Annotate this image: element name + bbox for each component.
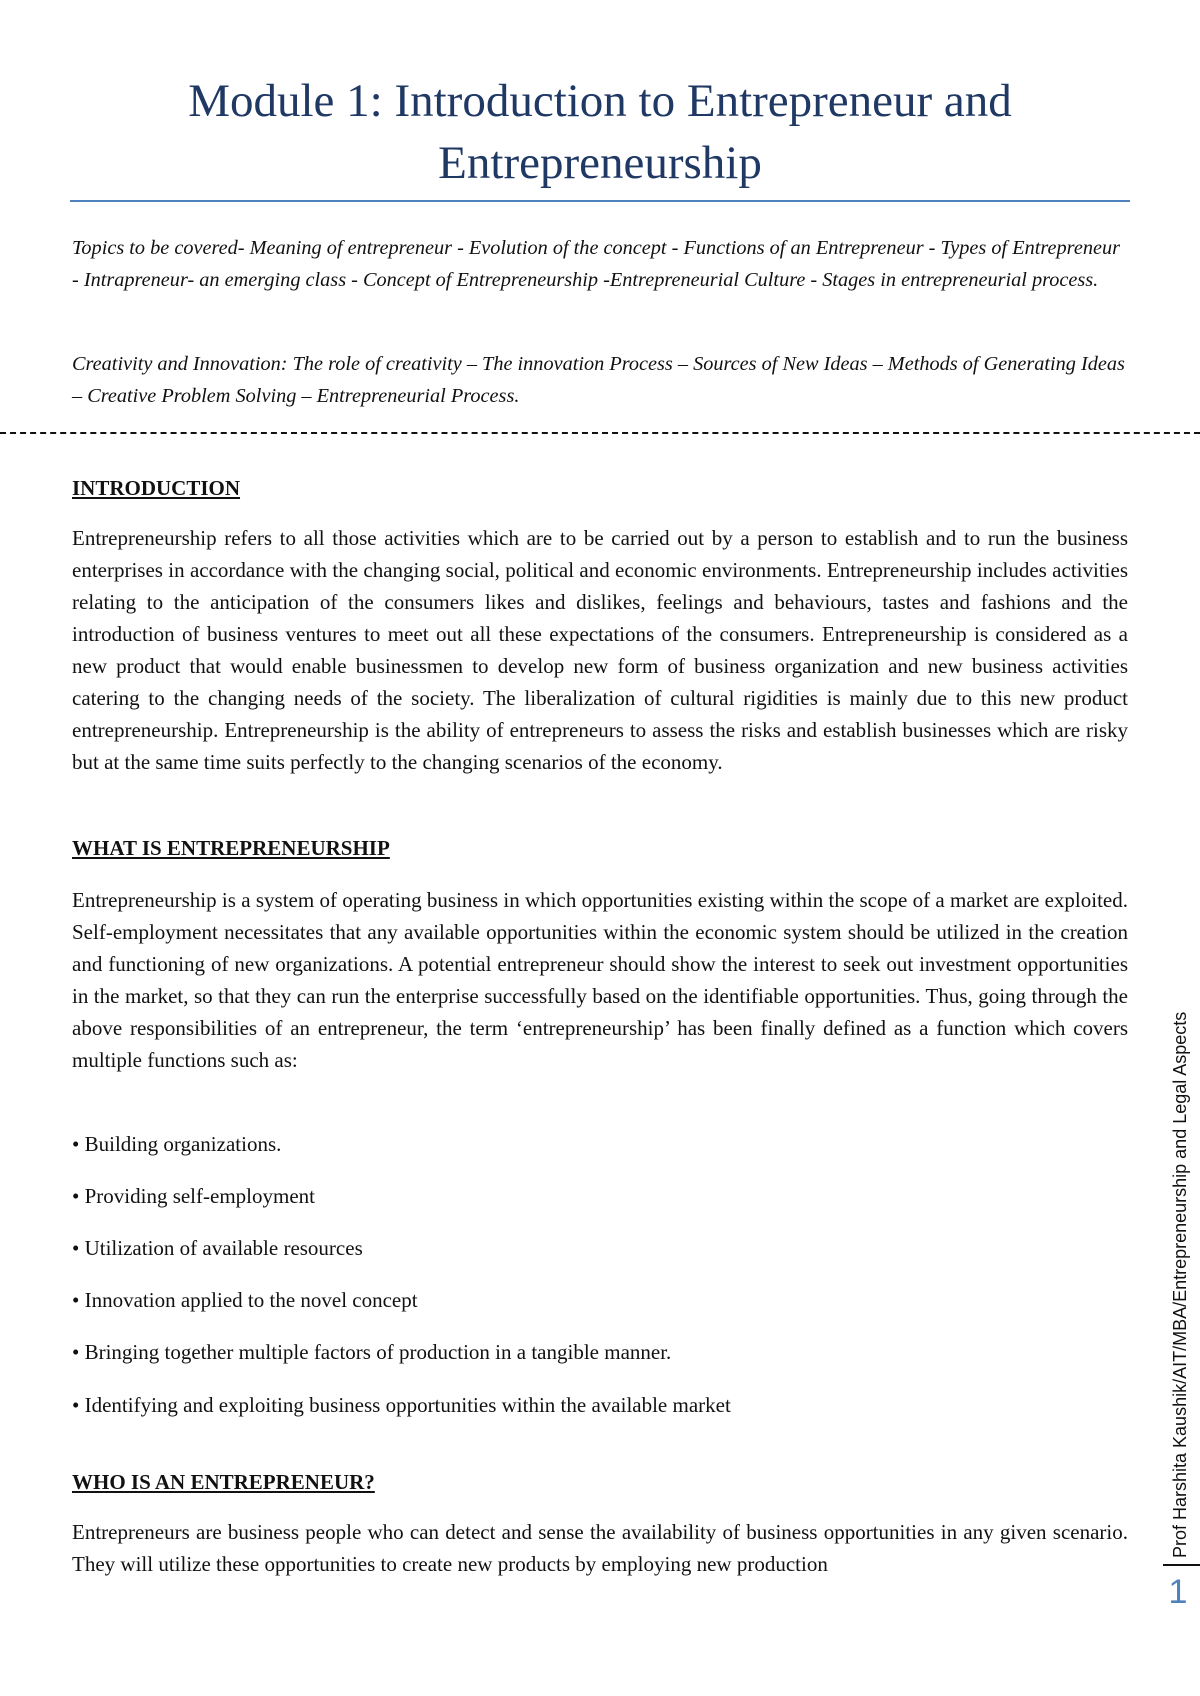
what-is-entrepreneurship-heading: WHAT IS ENTREPRENEURSHIP xyxy=(72,836,390,860)
bullet-item: • Bringing together multiple factors of production in a tangible manner. xyxy=(72,1340,672,1364)
who-is-entrepreneur-paragraph: Entrepreneurs are business people who can detect and sense the availability of business opportunities in any given scenario. They will utilize these opportunities to create new products by employing new production xyxy=(72,1520,1128,1576)
page-title: Module 1: Introduction to Entrepreneur and Entrepreneurship xyxy=(188,75,1012,189)
dashed-divider xyxy=(0,432,1200,434)
creativity-topics: Creativity and Innovation: The role of creativity – The innovation Process – Sources of New Ideas – Methods of Generating Ideas – Creative Problem Solving – Entrepreneurial Process. xyxy=(72,353,1125,407)
topics-covered: Topics to be covered- Meaning of entrepreneur - Evolution of the concept - Functions of an Entrepreneur - Types of Entrepreneur - Intrapreneur- an emerging class - Concept of Entrepreneurship -Entrepreneurial Culture - Stages in entrepreneurial process. xyxy=(72,237,1120,291)
what-is-entrepreneurship-paragraph: Entrepreneurship is a system of operating business in which opportunities existing within the scope of a market are exploited. Self-employment necessitates that any available opportunities within the economic system should be utilized in the creation and functioning of new organizations. A potential entrepreneur should show the interest to seek out investment opportunities in the market, so that they can run the enterprise successfully based on the identifiable opportunities. Thus, going through the above responsibilities of an entrepreneur, the term ‘entrepreneurship’ has been finally defined as a function which covers multiple functions such as: xyxy=(72,888,1128,1072)
bullet-item: • Identifying and exploiting business opportunities within the available market xyxy=(72,1393,731,1417)
bullet-item: • Innovation applied to the novel concept xyxy=(72,1288,418,1312)
vertical-author-footer: Prof Harshita Kaushik/AIT/MBA/Entrepreneurship and Legal Aspects xyxy=(1170,1011,1190,1558)
bullet-item: • Providing self-employment xyxy=(72,1184,315,1208)
introduction-paragraph: Entrepreneurship refers to all those activities which are to be carried out by a person to establish and to run the business enterprises in accordance with the changing social, political and economic environments. Entrepreneurship includes activities relating to the anticipation of the consumers likes and dislikes, feelings and behaviours, tastes and fashions and the introduction of business ventures to meet out all these expectations of the consumers. Entrepreneurship is considered as a new product that would enable businessmen to develop new form of business organization and new business activities catering to the changing needs of the society. The liberalization of cultural rigidities is mainly due to this new product entrepreneurship. Entrepreneurship is the ability of entrepreneurs to assess the risks and establish businesses which are risky but at the same time suits perfectly to the changing scenarios of the economy. xyxy=(72,526,1128,774)
title-underline xyxy=(70,200,1130,202)
page-number: 1 xyxy=(1168,1573,1188,1611)
bullet-item: • Building organizations. xyxy=(72,1132,282,1156)
page-number-divider xyxy=(1163,1564,1200,1566)
who-is-entrepreneur-heading: WHO IS AN ENTREPRENEUR? xyxy=(72,1470,375,1494)
bullet-item: • Utilization of available resources xyxy=(72,1236,363,1260)
introduction-heading: INTRODUCTION xyxy=(72,476,241,500)
